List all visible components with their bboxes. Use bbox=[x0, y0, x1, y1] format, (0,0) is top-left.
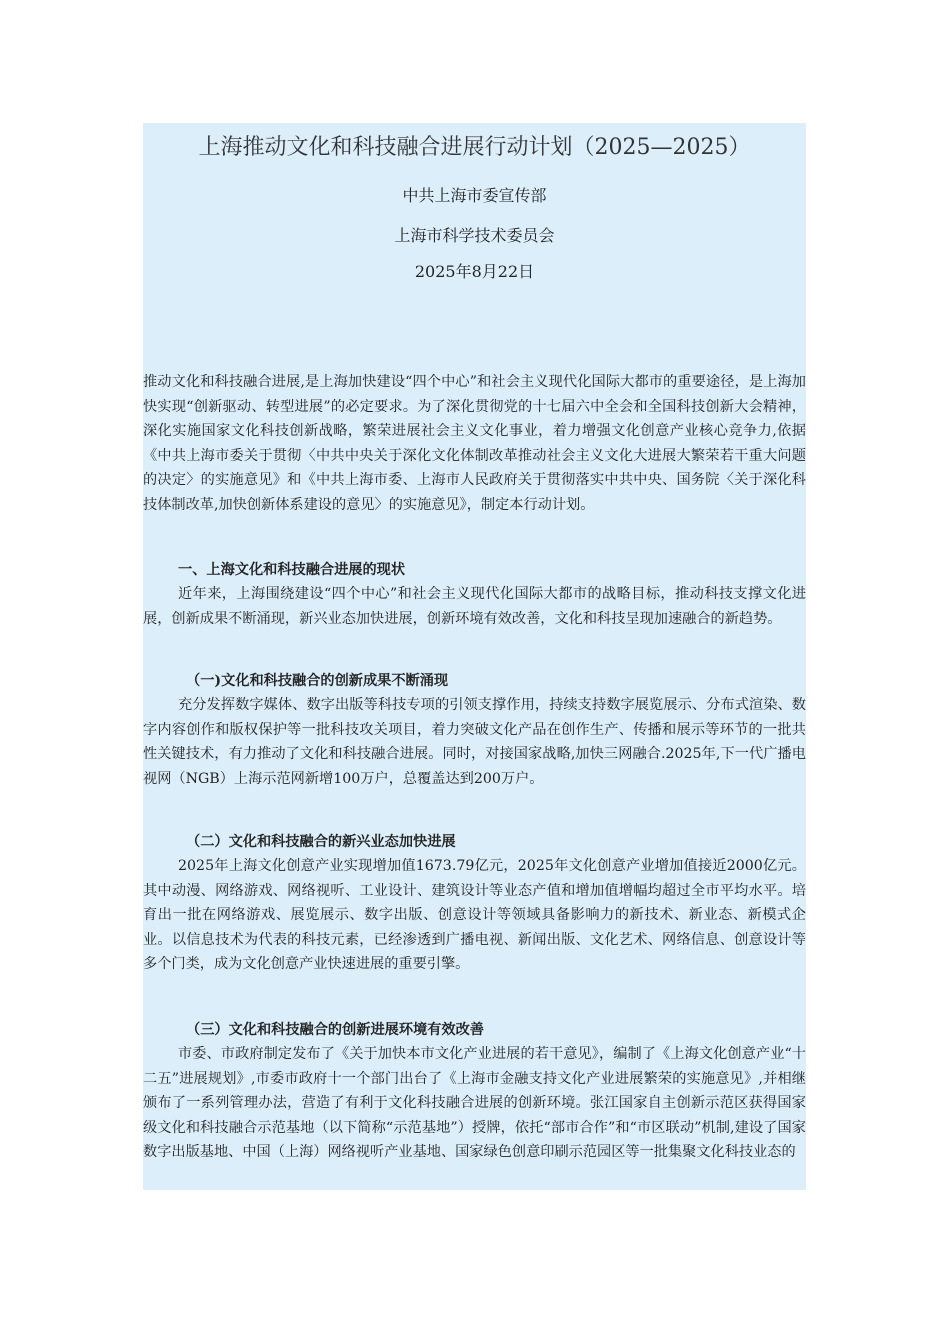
document-title: 上海推动文化和科技融合进展行动计划（2025—2025） bbox=[198, 135, 751, 160]
section-heading-status: 一、上海文化和科技融合进展的现状 bbox=[178, 562, 406, 578]
subsection-heading-new-industries: （二）文化和科技融合的新兴业态加快进展 bbox=[186, 834, 456, 850]
issuer-propaganda-department: 中共上海市委宣传部 bbox=[402, 186, 547, 205]
issue-date: 2025年8月22日 bbox=[414, 262, 535, 281]
subsection-heading-achievements: （一)文化和科技融合的创新成果不断涌现 bbox=[186, 673, 449, 689]
subsection-achievements-paragraph: 充分发挥数字媒体、数字出版等科技专项的引领支撑作用，持续支持数字展览展示、分布式渲染、数字内容创作和版权保护等一批科技攻关项目，着力突破文化产品在创作生产、传播和展示等环节的一批共性关键技术，有力推动了文化和科技融合进展。同时，对接国家战略,加快三网融合.2025年,下一代广播电视网（NGB）上海示范网新增100万户，总覆盖达到200万户。 bbox=[143, 697, 806, 787]
intro-paragraph: 推动文化和科技融合进展,是上海加快建设“四个中心”和社会主义现代化国际大都市的重要途径，是上海加快实现“创新驱动、转型进展”的必定要求。为了深化贯彻党的十七届六中全会和全国科技创新大会精神，深化实施国家文化科技创新战略，繁荣进展社会主义文化事业，着力增强文化创意产业核心竞争力,依据《中共上海市委关于贯彻〈中共中央关于深化文化体制改革推动社会主义文化大进展大繁荣若干重大问题的决定〉的实施意见》和《中共上海市委、上海市人民政府关于贯彻落实中共中央、国务院〈关于深化科技体制改革,加快创新体系建设的意见〉的实施意见》，制定本行动计划。 bbox=[143, 374, 806, 513]
section-status-paragraph: 近年来，上海围绕建设“四个中心”和社会主义现代化国际大都市的战略目标，推动科技支撑文化进展，创新成果不断涌现，新兴业态加快进展，创新环境有效改善，文化和科技呈现加速融合的新趋势。 bbox=[143, 586, 806, 627]
subsection-environment-paragraph: 市委、市政府制定发布了《关于加快本市文化产业进展的若干意见》，编制了《上海文化创意产业“十二五”进展规划》,市委市政府十一个部门出台了《上海市金融支持文化产业进展繁荣的实施意见》,并相继颁布了一系列管理办法，营造了有利于文化科技融合进展的创新环境。张江国家自主创新示范区获得国家级文化和科技融合示范基地（以下简称“示范基地”）授牌，依托“部市合作”和“市区联动”机制,建设了国家数字出版基地、中国（上海）网络视听产业基地、国家绿色创意印刷示范园区等一批集聚文化科技业态的 bbox=[143, 1046, 806, 1160]
subsection-heading-environment: （三）文化和科技融合的创新进展环境有效改善 bbox=[186, 1022, 484, 1038]
subsection-new-industries-paragraph: 2025年上海文化创意产业实现增加值1673.79亿元，2025年文化创意产业增加值接近2000亿元。其中动漫、网络游戏、网络视听、工业设计、建筑设计等业态产值和增加值增幅均超过全市平均水平。培育出一批在网络游戏、展览展示、数字出版、创意设计等领域具备影响力的新技术、新业态、新模式企业。以信息技术为代表的科技元素，已经渗透到广播电视、新闻出版、文化艺术、网络信息、创意设计等多个门类，成为文化创意产业快速进展的重要引擎。 bbox=[143, 858, 806, 972]
document-page bbox=[143, 123, 806, 1190]
issuer-science-commission: 上海市科学技术委员会 bbox=[394, 226, 555, 245]
